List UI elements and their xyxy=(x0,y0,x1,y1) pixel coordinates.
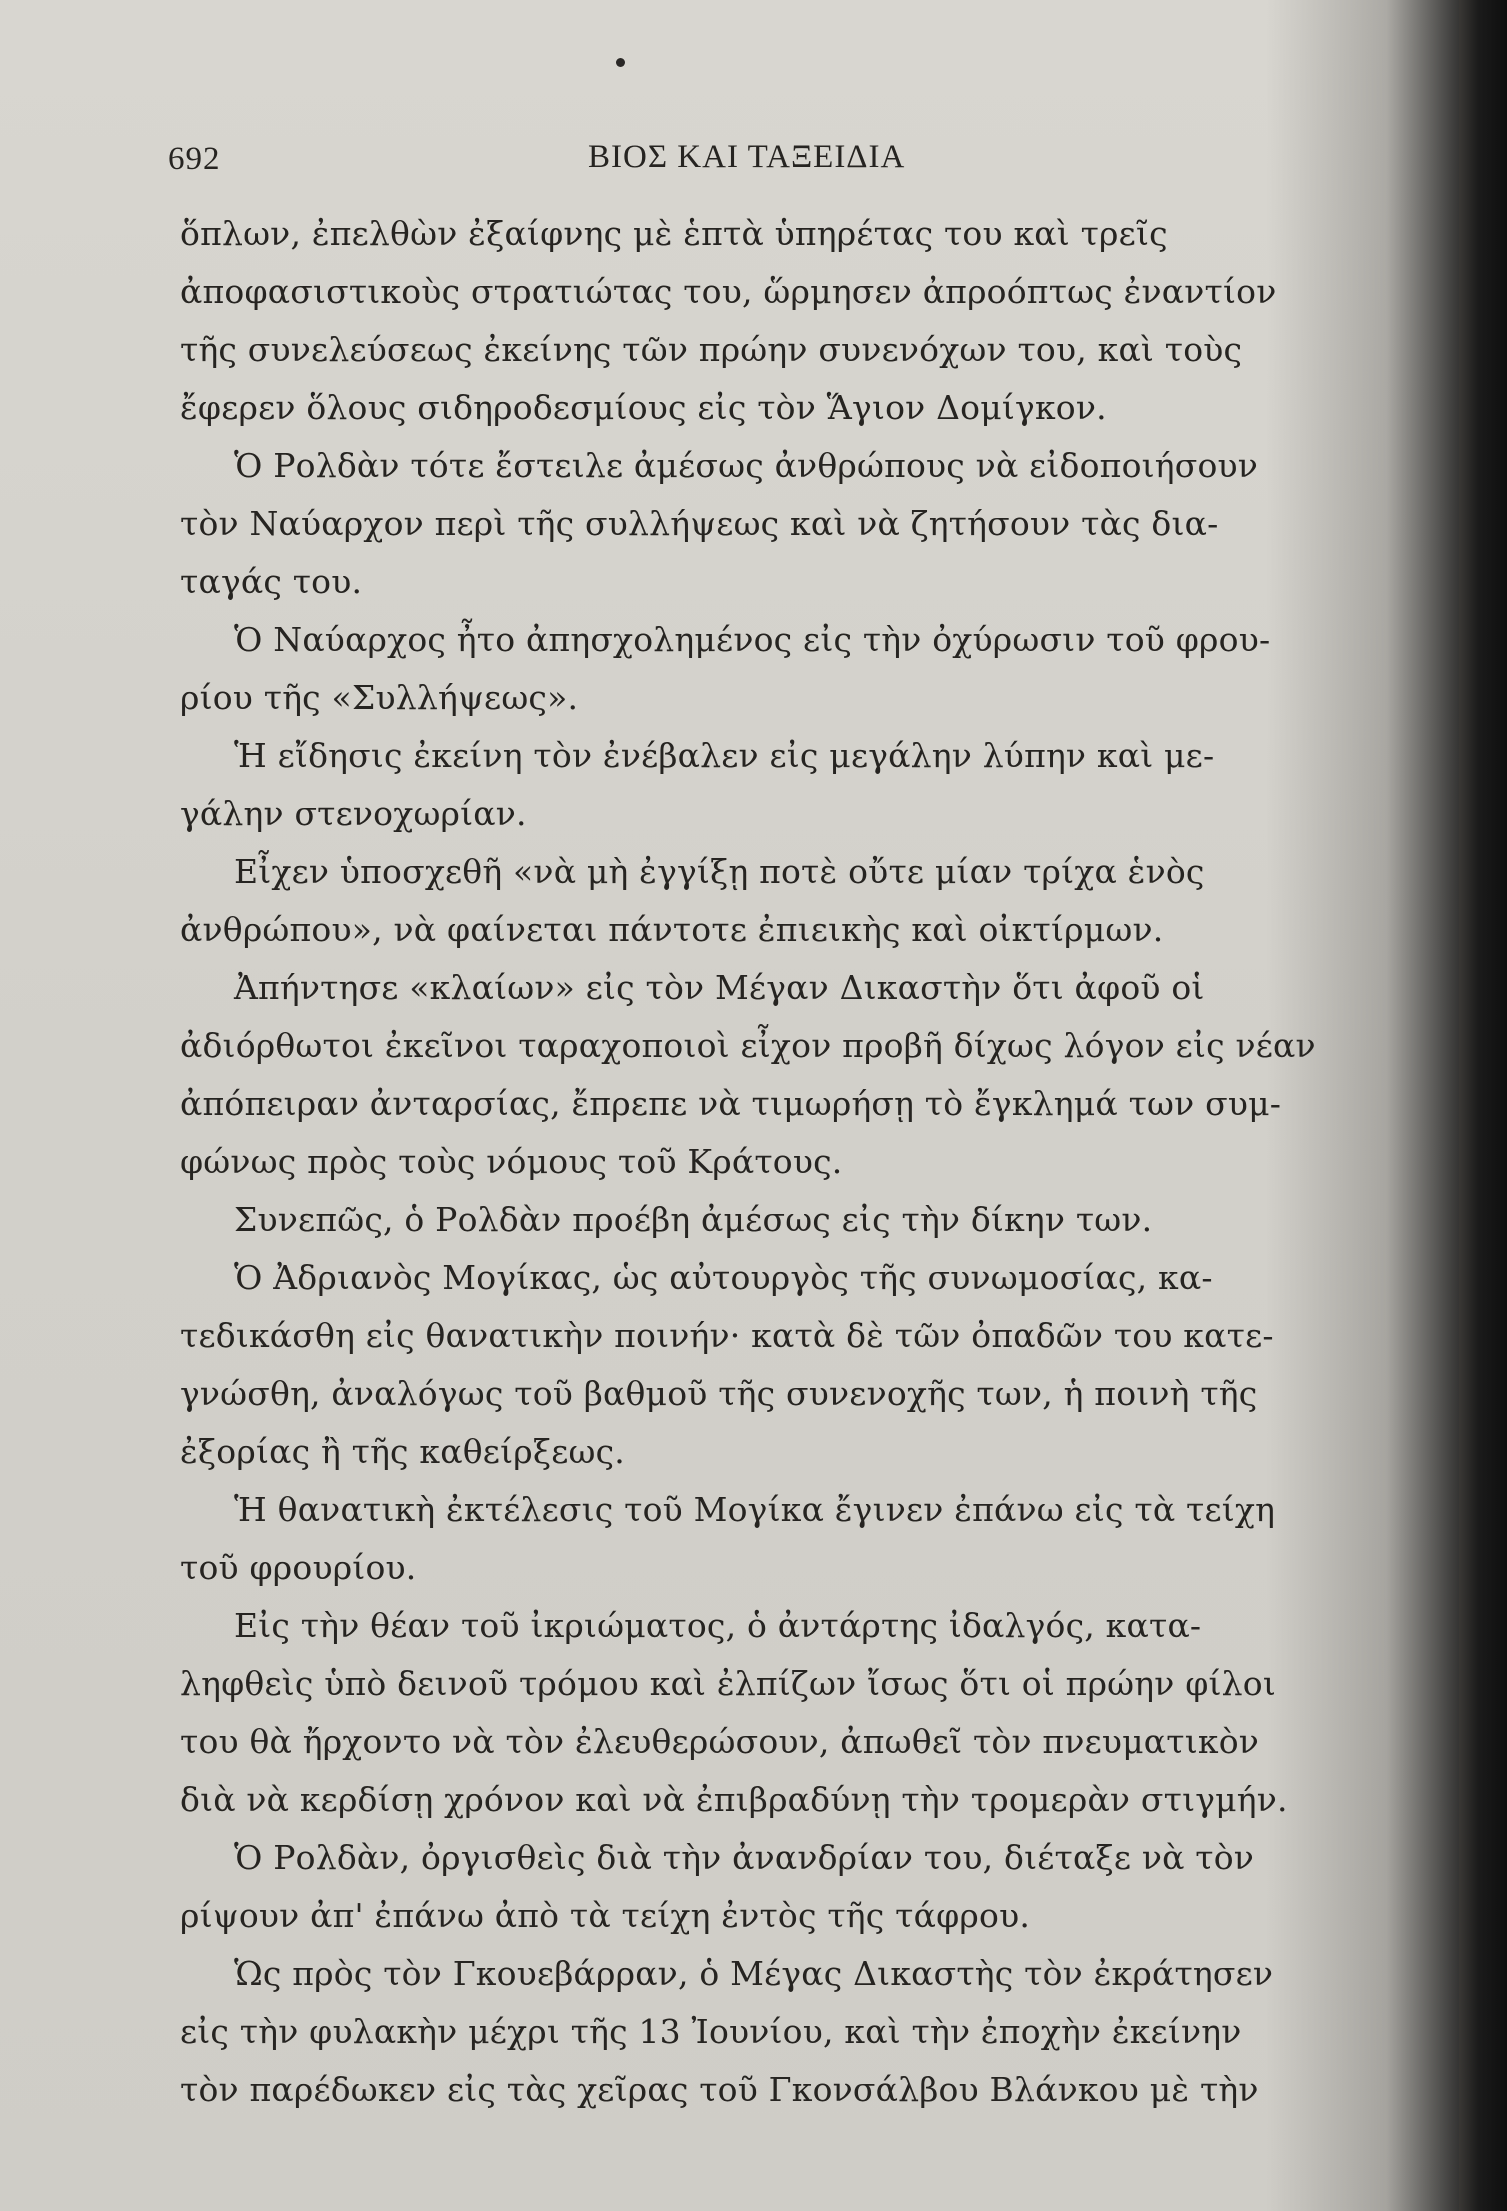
text-line: Εἰς τὴν θέαν τοῦ ἰκριώματος, ὁ ἀντάρτης ἰδαλγός, κατα- xyxy=(234,1606,1202,1645)
text-line: τοῦ φρουρίου. xyxy=(180,1548,417,1587)
text-line: τὸν παρέδωκεν εἰς τὰς χεῖρας τοῦ Γκονσάλβου Βλάνκου μὲ τὴν xyxy=(180,2070,1259,2109)
running-head: ΒΙΟΣ ΚΑΙ ΤΑΞΕΙΔΙΑ xyxy=(588,139,906,175)
text-line: του θὰ ἤρχοντο νὰ τὸν ἐλευθερώσουν, ἀπωθεῖ τὸν πνευματικὸν xyxy=(180,1722,1260,1761)
text-line: γάλην στενοχωρίαν. xyxy=(180,794,527,833)
text-line: τῆς συνελεύσεως ἐκείνης τῶν πρώην συνενόχων του, καὶ τοὺς xyxy=(180,330,1243,369)
text-line: Ἀπήντησε «κλαίων» εἰς τὸν Μέγαν Δικαστὴν ὅτι ἀφοῦ οἱ xyxy=(234,968,1205,1007)
text-line: Ὡς πρὸς τὸν Γκουεβάρραν, ὁ Μέγας Δικαστὴς τὸν ἐκράτησεν xyxy=(234,1954,1274,1993)
text-line: ἀδιόρθωτοι ἐκεῖνοι ταραχοποιοὶ εἶχον προβῆ δίχως λόγον εἰς νέαν xyxy=(180,1026,1316,1065)
text-line: Ὁ Ναύαρχος ἦτο ἀπησχολημένος εἰς τὴν ὀχύρωσιν τοῦ φρου- xyxy=(234,620,1271,659)
text-line: ὅπλων, ἐπελθὼν ἐξαίφνης μὲ ἑπτὰ ὑπηρέτας του καὶ τρεῖς xyxy=(180,214,1168,253)
text-line: Ἡ θανατικὴ ἐκτέλεσις τοῦ Μογίκα ἔγινεν ἐπάνω εἰς τὰ τείχη xyxy=(234,1490,1276,1529)
text-line: διὰ νὰ κερδίσῃ χρόνον καὶ νὰ ἐπιβραδύνῃ τὴν τρομερὰν στιγμήν. xyxy=(180,1780,1288,1819)
text-line: ἔφερεν ὅλους σιδηροδεσμίους εἰς τὸν Ἅγιον Δομίγκον. xyxy=(180,388,1107,427)
text-line: ἀποφασιστικοὺς στρατιώτας του, ὥρμησεν ἀπροόπτως ἐναντίον xyxy=(180,272,1277,311)
text-line: γνώσθη, ἀναλόγως τοῦ βαθμοῦ τῆς συνενοχῆς των, ἡ ποινὴ τῆς xyxy=(180,1374,1258,1413)
text-line: Εἶχεν ὑποσχεθῆ «νὰ μὴ ἐγγίξῃ ποτὲ οὔτε μίαν τρίχα ἑνὸς xyxy=(234,852,1205,891)
text-line: ἀνθρώπου», νὰ φαίνεται πάντοτε ἐπιεικὴς καὶ οἰκτίρμων. xyxy=(180,910,1164,949)
text-line: Ὁ Ρολδὰν, ὀργισθεὶς διὰ τὴν ἀνανδρίαν του, διέταξε νὰ τὸν xyxy=(234,1838,1255,1877)
text-line: ληφθεὶς ὑπὸ δεινοῦ τρόμου καὶ ἐλπίζων ἴσως ὅτι οἱ πρώην φίλοι xyxy=(180,1664,1276,1703)
text-line: Ὁ Ἀδριανὸς Μογίκας, ὡς αὐτουργὸς τῆς συνωμοσίας, κα- xyxy=(234,1258,1213,1297)
book-spine-shadow xyxy=(1459,0,1507,2211)
text-line: τὸν Ναύαρχον περὶ τῆς συλλήψεως καὶ νὰ ζητήσουν τὰς δια- xyxy=(180,504,1219,543)
ink-dot xyxy=(616,58,625,67)
text-line: εἰς τὴν φυλακὴν μέχρι τῆς 13 Ἰουνίου, καὶ τὴν ἐποχὴν ἐκείνην xyxy=(180,2012,1242,2051)
text-line: Ἡ εἴδησις ἐκείνη τὸν ἐνέβαλεν εἰς μεγάλην λύπην καὶ με- xyxy=(234,736,1215,775)
text-line: φώνως πρὸς τοὺς νόμους τοῦ Κράτους. xyxy=(180,1142,843,1181)
text-line: ρίψουν ἀπ' ἐπάνω ἀπὸ τὰ τείχη ἐντὸς τῆς τάφρου. xyxy=(180,1896,1031,1935)
text-line: ἐξορίας ἢ τῆς καθείρξεως. xyxy=(180,1432,625,1471)
page-number: 692 xyxy=(168,141,221,177)
body-text xyxy=(180,205,1380,2119)
text-line: ταγάς του. xyxy=(180,562,363,601)
text-line: Ὁ Ρολδὰν τότε ἔστειλε ἀμέσως ἀνθρώπους νὰ εἰδοποιήσουν xyxy=(234,446,1259,485)
text-line: Συνεπῶς, ὁ Ρολδὰν προέβη ἀμέσως εἰς τὴν δίκην των. xyxy=(234,1200,1153,1239)
text-line: τεδικάσθη εἰς θανατικὴν ποινήν· κατὰ δὲ τῶν ὀπαδῶν του κατε- xyxy=(180,1316,1274,1355)
text-line: ἀπόπειραν ἀνταρσίας, ἔπρεπε νὰ τιμωρήσῃ τὸ ἔγκλημά των συμ- xyxy=(180,1084,1282,1123)
text-line: ρίου τῆς «Συλλήψεως». xyxy=(180,678,579,717)
